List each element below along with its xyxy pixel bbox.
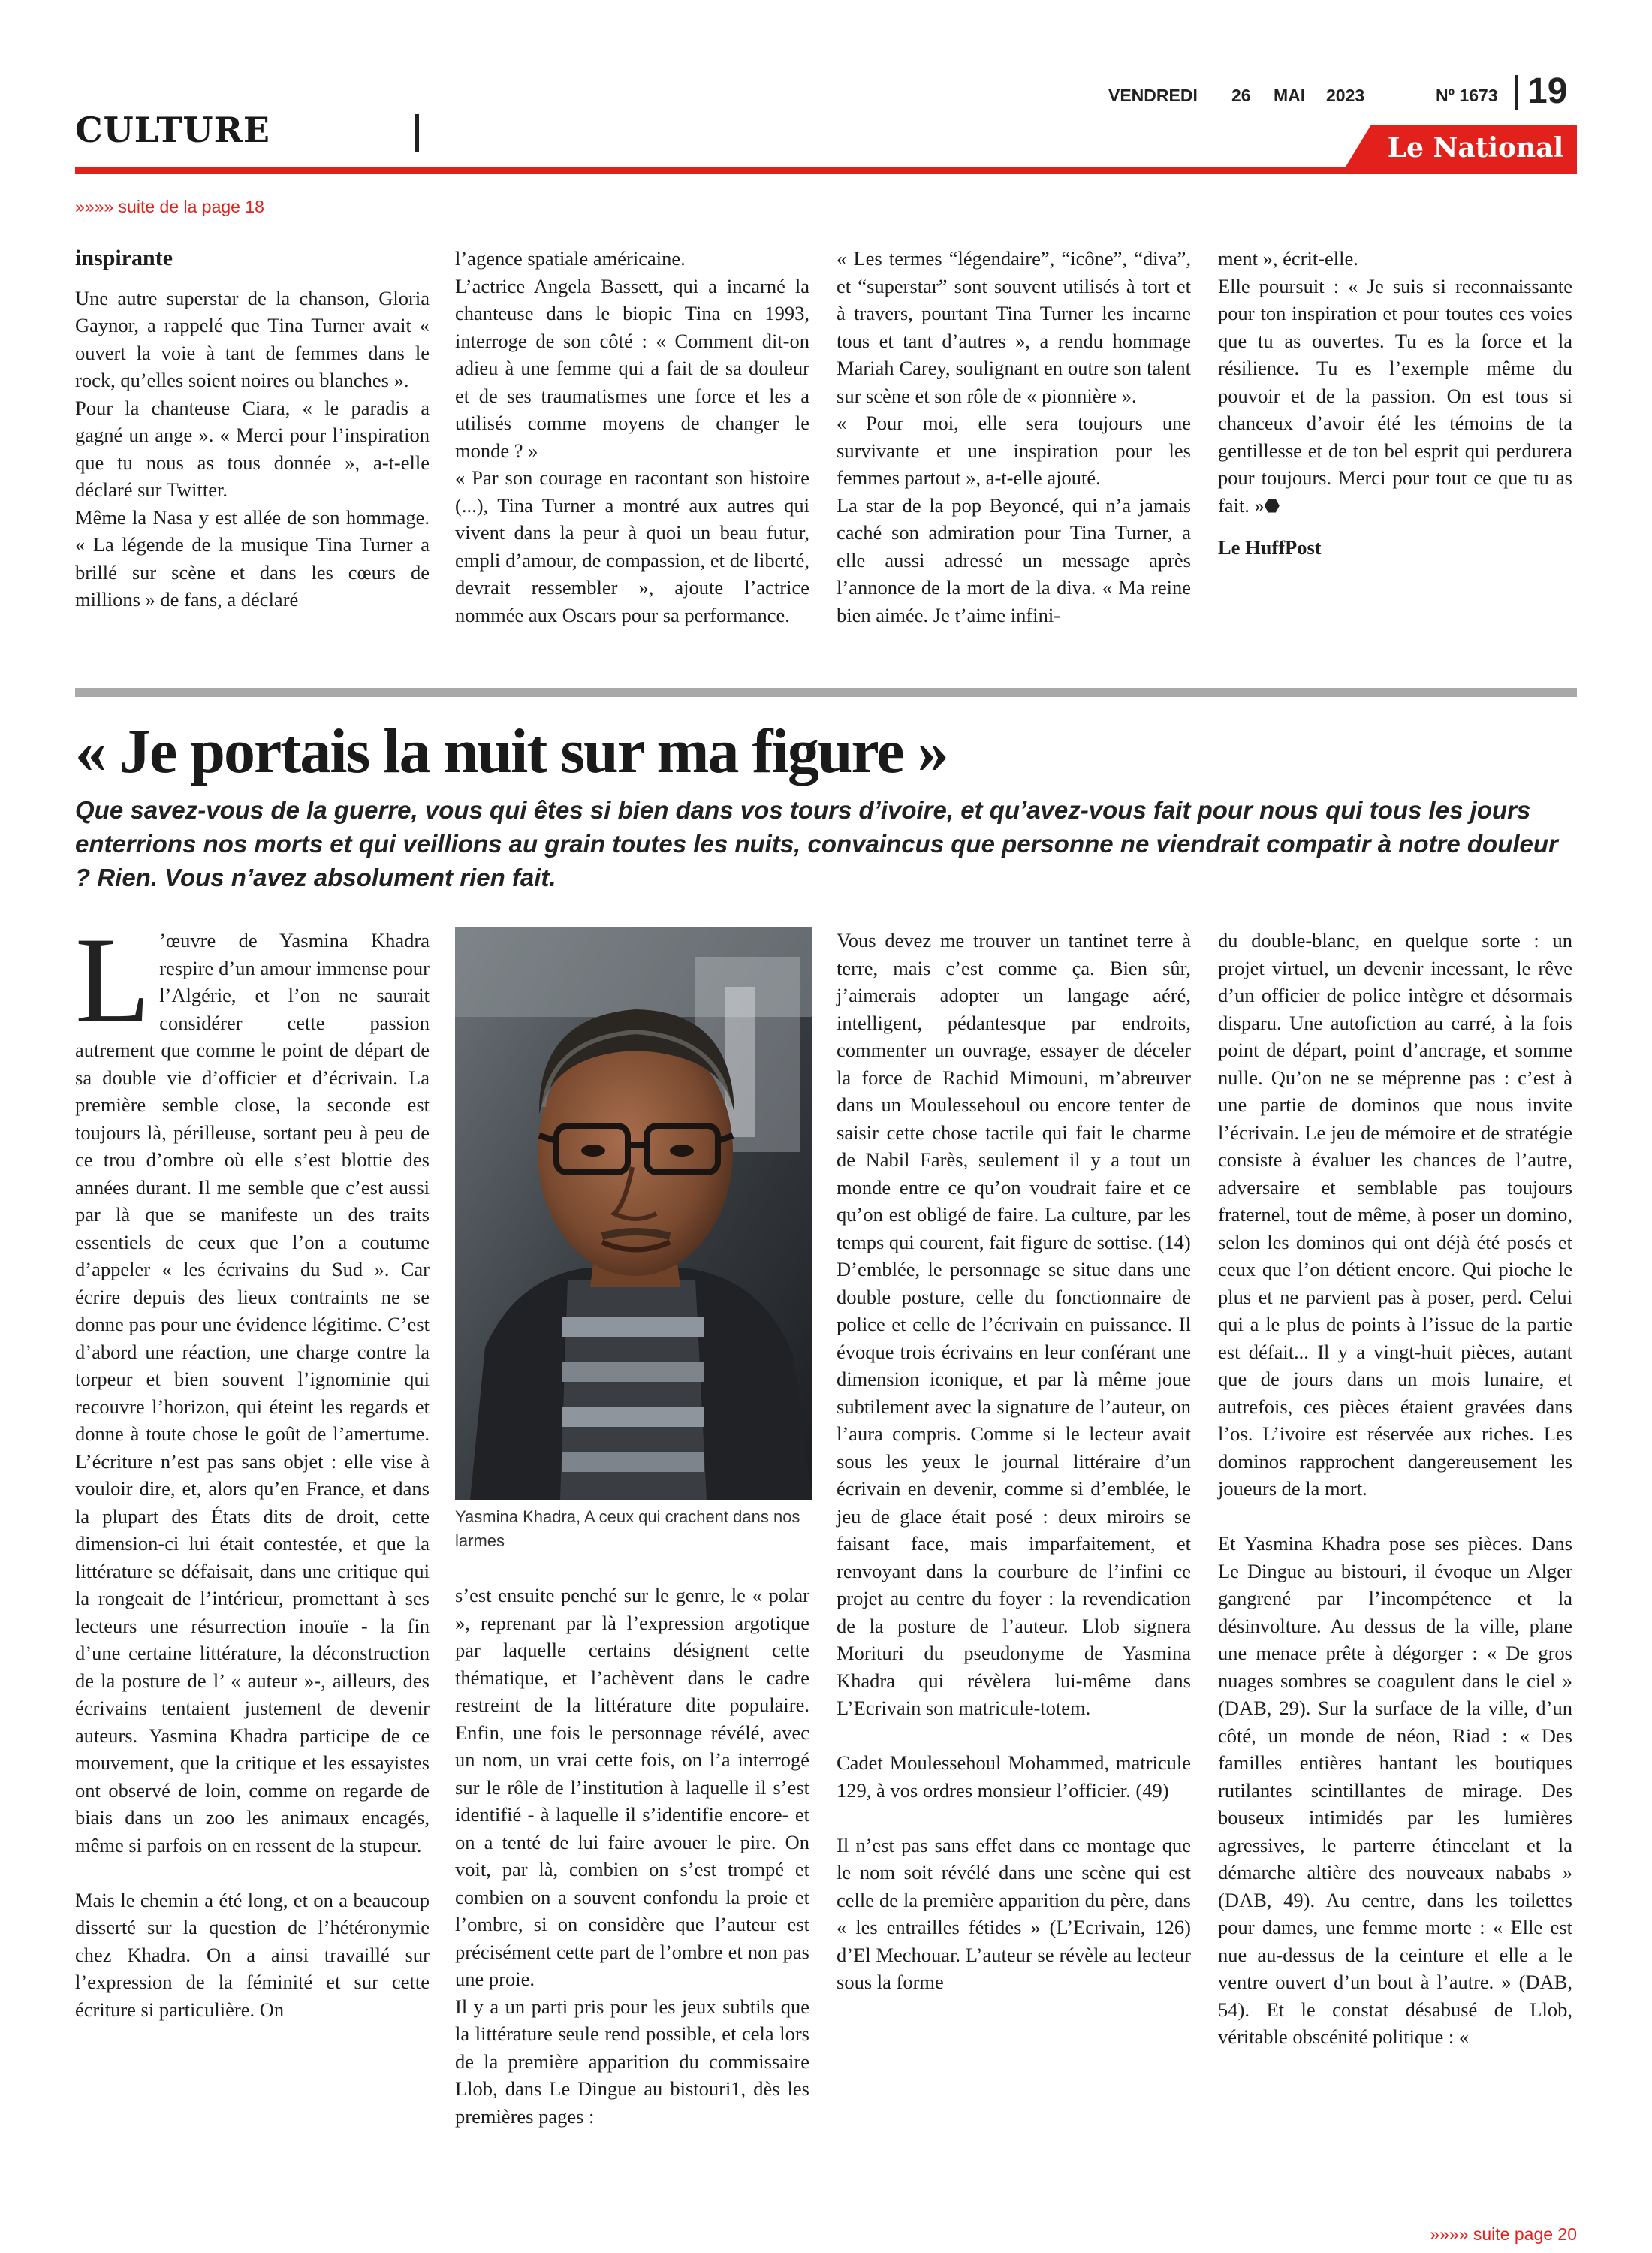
article-column-3 bbox=[837, 927, 1191, 1996]
upper-column-3 bbox=[837, 245, 1191, 629]
issue-number: Nº 1673 bbox=[1436, 86, 1498, 105]
author-photo bbox=[455, 927, 812, 1500]
upper-column-4 bbox=[1218, 245, 1572, 562]
paragraph: La star de la pop Beyoncé, qui n’a jamais caché son admiration pour Tina Turner, a elle aussi adressé un message après l’annonce de la mort de la diva. « Ma reine bien aimée. Je t’aime infini- bbox=[837, 493, 1191, 626]
paragraph: l’agence spatiale américaine. bbox=[455, 247, 686, 270]
article-source: Le HuffPost bbox=[1218, 536, 1322, 559]
sub-heading: inspirante bbox=[75, 246, 173, 270]
article-column-2 bbox=[455, 1582, 809, 2130]
paragraph: « Par son courage en racontant son histoire (...), Tina Turner a montré aux autres qui vivent dans la peur à quoi un beau futur, empli d’amour, de compassion, et de liberté, devrait ressembler », ajoute l’actrice nommée aux Oscars pour sa performance. bbox=[455, 466, 809, 626]
upper-column-1 bbox=[75, 245, 430, 614]
continued-from-link[interactable]: »»»» suite de la page 18 bbox=[75, 197, 264, 216]
article-column-4 bbox=[1218, 927, 1572, 2051]
photo-caption: Yasmina Khadra, A ceux qui crachent dans nos larmes bbox=[455, 1507, 800, 1550]
continued-to-link[interactable]: »»»» suite page 20 bbox=[1430, 2224, 1577, 2244]
page-number-divider bbox=[1515, 75, 1518, 110]
paragraph: Vous devez me trouver un tantinet terre à terre, mais c’est comme ça. Bien sûr, j’aimerais adopter un langage aéré, intelligent, pédantesque par endroits, commenter un ouvrage, essayer de déceler la force de Rachid Mimouni, m’abreuver dans un Moulessehoul ou encore tenter de saisir cette chose tactile qui fait le charme de Nabil Farès, seulement il y a tout un monde entre ce qu’on voudrait faire et ce qu’on est obligé de faire. La culture, par les temps qui courent, fait figure de sottise. (14) bbox=[837, 929, 1191, 1253]
issue-date bbox=[1108, 86, 1431, 106]
section-title: CULTURE bbox=[75, 110, 270, 150]
drop-cap: L bbox=[75, 912, 151, 1048]
paragraph bbox=[1218, 273, 1572, 520]
paragraph: Il y a un parti pris pour les jeux subtils que la littérature seule rend possible, et cela lors de la première apparition du commissaire Llob, dans Le Dingue au bistouri1, dès les premières pages : bbox=[455, 1995, 809, 2128]
paragraph: L’actrice Angela Bassett, qui a incarné la chanteuse dans le biopic Tina en 1993, interroge de son côté : « Comment dit-on adieu à une femme qui a fait de sa douleur et de ses traumatismes une force et les a utilisés comme moyens de changer le monde ? » bbox=[455, 274, 809, 462]
end-mark-icon bbox=[1265, 499, 1280, 513]
section-title-bar bbox=[415, 114, 419, 152]
paragraph: « Pour moi, elle sera toujours une survivante et une inspiration pour les femmes partout », a-t-elle ajouté. bbox=[837, 412, 1191, 489]
paragraph: s’est ensuite penché sur le genre, le « polar », reprenant par là l’expression argotique par laquelle certains désignent cette thématique, et l’achèvent dans le cadre restreint de la littérature dite populaire. Enfin, une fois le personnage révélé, avec un nom, un vrai cette fois, on l’a interrogé sur le rôle de l’institution à laquelle il s’est identifié - à laquelle il s’identifie encore- et on a tenté de lui faire avouer le pire. On voit, par là, combien on s’est trompé et combien on a souvent confondu la proie et l’ombre, si on considère que l’auteur est précisément cette part de l’ombre et non pas une proie. bbox=[455, 1584, 809, 1990]
paragraph-text: Elle poursuit : « Je suis si reconnaissante pour ton inspiration et pour toutes ces voies que tu as ouvertes. Tu es la force et la résilience. Tu es l’exemple même du pouvoir et de la passion. On est tous si chanceux d’avoir été les témoins de ta gentillesse et de ton bel esprit qui perdurera pour toujours. Merci pour tout ce que tu as fait. » bbox=[1218, 274, 1572, 517]
paragraph: Pour la chanteuse Ciara, « le paradis a gagné un ange ». « Merci pour l’inspiration que tu nous as tous donnée », a-t-elle déclaré sur Twitter. bbox=[75, 396, 430, 501]
paragraph: ment », écrit-elle. bbox=[1218, 247, 1358, 270]
paragraph: du double-blanc, en quelque sorte : un projet virtuel, un devenir incessant, le rêve d’un officier de police intègre et désormais disparu. Une autofiction au carré, à la fois point de départ, point d’ancrage, et somme nulle. Qu’on ne se méprenne pas : c’est à une partie de dominos que nous invite l’écrivain. Le jeu de mémoire et de stratégie consiste à évaluer les chances de l’autre, adversaire et semblable pas toujours fraternel, tout de même, à poser un domino, selon les dominos qui ont déjà été posés et ceux que l’on détient encore. Qui pioche le plus et ne parvient pas à poser, perd. Celui qui a le plus de points à l’issue de la partie est défait... Il y a vingt-huit pièces, autant que de jours dans un mois lunaire, et autrefois, ces pièces étaient gravées dans l’os. L’ivoire est réservée aux riches. Les dominos rapprochent dangereusement les joueurs de la mort. bbox=[1218, 929, 1572, 1500]
date-month: MAI bbox=[1274, 86, 1306, 105]
date-number: 26 bbox=[1231, 86, 1251, 105]
date-day: VENDREDI bbox=[1108, 86, 1198, 105]
paragraph-text: ’œuvre de Yasmina Khadra respire d’un amour immense pour l’Algérie, et l’on ne saurait considérer cette passion autrement que comme le point de départ de sa double vie d’officier et d’écrivain. La première semble close, la seconde est toujours là, périlleuse, sortant peu à peu de ce trou d’ombre où elle s’est blottie des années durant. Il me semble que c’est aussi par là que se manifeste un des traits essentiels de ceux que l’on a coutume d’appeler « les écrivains du Sud ». Car écrire depuis des lieux contraints ne se donne pas pour une évidence légitime. C’est d’abord une réaction, une charge contre la torpeur et bien souvent l’ignominie qui recouvre l’horizon, qui éteint les regards et donne à toute chose le goût de l’amertume. L’écriture n’est pas sans objet : elle vise à vouloir dire, et, alors qu’en France, et dans la plupart des États dits de droit, cette dimension-ci lui était contestée, et que la littérature se défaisait, dans une critique qui la rongeait de l’intérieur, promettant à ses lecteurs une résurrection inouïe - la fin d’une certaine littérature, la déconstruction de la posture de l’ « auteur »-, ailleurs, des écrivains tentaient justement de devenir auteurs. Yasmina Khadra participe de ce mouvement, que la critique et les essayistes ont observé de loin, comme on regarde de biais dans un zoo les animaux encagés, même si parfois on en ressent de la stupeur. bbox=[75, 929, 430, 1856]
section-divider bbox=[75, 688, 1577, 697]
paragraph: « Les termes “légendaire”, “icône”, “diva”, et “superstar” sont souvent utilisés à tort et à travers, pourtant Tina Turner les incarne tous et tant d’autres », a rendu hommage Mariah Carey, soulignant en outre son talent sur scène et son rôle de « pionnière ». bbox=[837, 247, 1191, 407]
paragraph: Mais le chemin a été long, et on a beaucoup disserté sur la question de l’hétéronymie chez Khadra. On a ainsi travaillé sur l’expression de la féminité et sur cette écriture si particulière. On bbox=[75, 1888, 430, 2021]
brand-name: Le National bbox=[1387, 132, 1564, 164]
paragraph: Et Yasmina Khadra pose ses pièces. Dans Le Dingue au bistouri, il évoque un Alger gangrené par l’incompétence et la désinvolture. Au dessus de la ville, plane une menace prête à dégorger : « De gros nuages sombres se coagulent dans le ciel » (DAB, 29). Sur la surface de la ville, d’un côté, un monde de néon, Riad : « Des familles entières hantant les boutiques rutilantes scintillantes de mirage. Des bouseux intimidés par les lumières agressives, le parterre étincelant et la démarche altière des nouveaux nababs » (DAB, 49). Au centre, dans les toilettes pour dames, une femme morte : « Elle est nue au-dessus de la ceinture et elle a le ventre ouvert d’un bout à l’autre. » (DAB, 54). Et le constat désabusé de Llob, véritable obscénité politique : « bbox=[1218, 1532, 1572, 2048]
paragraph: Même la Nasa y est allée de son hommage. « La légende de la musique Tina Turner a brillé sur scène et dans les cœurs de millions » de fans, a déclaré bbox=[75, 505, 430, 611]
page-number: 19 bbox=[1527, 71, 1568, 111]
paragraph: Cadet Moulessehoul Mohammed, matricule 129, à vos ordres monsieur l’officier. (49) bbox=[837, 1751, 1191, 1802]
article-column-1 bbox=[75, 912, 430, 2023]
paragraph bbox=[75, 912, 430, 1859]
standfirst: Que savez-vous de la guerre, vous qui êtes si bien dans vos tours d’ivoire, et qu’avez-vous fait pour nous qui tous les jours enterrions nos morts et qui veillions au grain toutes les nuits, convaincus que personne ne viendrait compatir à notre douleur ? Rien. Vous n’avez absolument rien fait. bbox=[75, 796, 1558, 891]
paragraph: Une autre superstar de la chanson, Gloria Gaynor, a rappelé que Tina Turner avait « ouvert la voie à tant de femmes dans le rock, qu’elles soient noires ou blanches ». bbox=[75, 286, 430, 391]
author-photo-image bbox=[455, 927, 812, 1500]
header-rule bbox=[75, 167, 1577, 174]
headline: « Je portais la nuit sur ma figure » bbox=[75, 716, 948, 786]
date-year: 2023 bbox=[1326, 86, 1365, 105]
paragraph: Il n’est pas sans effet dans ce montage que le nom soit révélé dans une scène qui est celle de la première apparition du père, dans « les entrailles fétides » (L’Ecrivain, 126) d’El Mechouar. L’auteur se révèle au lecteur sous la forme bbox=[837, 1833, 1191, 1993]
upper-column-2 bbox=[455, 245, 809, 629]
paragraph: D’emblée, le personnage se situe dans une double posture, celle du fonctionnaire de police et celle de l’écrivain en puissance. Il évoque trois écrivains en leur conférant une dimension iconique, et par là même joue subtilement avec la signature de l’auteur, on l’aura compris. Comme si le lecteur avait sous les yeux le journal littéraire d’un écrivain en devenir, comme si d’emblée, le jeu de glace était posé : deux miroirs se faisant face, mais imparfaitement, et renvoyant dans la courbure de l’infini ce projet au centre du foyer : la revendication de la posture de l’auteur. Llob signera Morituri du pseudonyme de Yasmina Khadra qui révèlera lui-même dans L’Ecrivain son matricule-totem. bbox=[837, 1258, 1191, 1719]
